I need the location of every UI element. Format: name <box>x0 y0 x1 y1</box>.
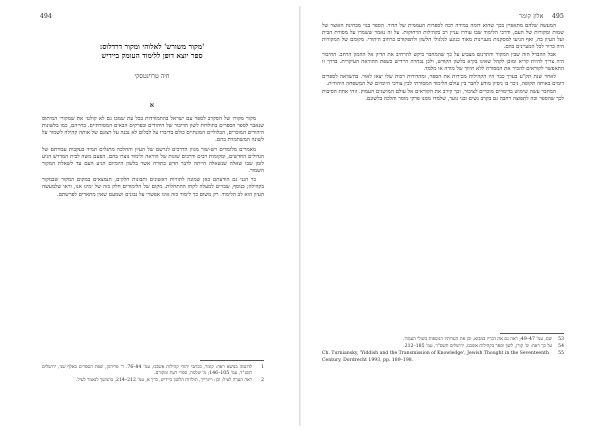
paragraph: אבל ההבדל הזה שבין המקור והתרגום מצביע על כך שהמחבר ביקש להרחיב את הדיון אל ההמון הרחב. החיבור היה צריך להיות קריא ומובן לקהל שאינו בקיא בלשון הקודש, ולכן נבחרה היידיש כשפת ההוראה העיקרית. בדרך זו התאפשר לקוראים להכיר את המסורת ללא תיווך של מורה או מלמד. <box>322 52 564 73</box>
footnote-number: 2 <box>261 378 264 384</box>
footnote <box>322 351 564 363</box>
paragraph: מקור מקורו של הסקרב לספר עם ישראל בהתמודדות בכל עת שמכו גם לא קולטי את שמקורי המיתוס שנאבר לספר הספרים בתולדות לשון הדיבור של היהודים ובפרקים הבאים המסורתיים. בחייהם, כמו בלשונות היהודים המוכרים, הבלוליים המונתיים כולם בדיברו על לבלום לא נבנה על רצונם של אותה קהילה לשמור על לשונה המשתמרת בהם. <box>42 116 264 144</box>
left-running-head <box>40 13 52 20</box>
footnote-text: על כך ראה: ש' קורן, לשון וספר בקהילות אשכנז, ירושלים תשס"ד, עמ' 185–212. <box>403 344 552 350</box>
chapter-title-line-1: 'מקור משורש' לאלוהי ומקור דרדלוס: <box>99 42 205 51</box>
footnote-number: 54 <box>558 344 564 350</box>
paragraph: מאמרים מלומדים ויש-שור מגוון הדרכים לגרשם של העיון וההלכה מתגלים תמיד בעקבות עבודתם של הגדולים החדשים, ומקומות רבים ודרכים שונות של הוראה ולימוד נוצרו בהם. הפעם משה לבית המדרש הגיע לזמן שבו שאלה שנשאלה הייתה לדבר חדש בתורה אשר בלשון היומיום הגיע העם עד לשאלת המקור השמור. <box>42 146 264 175</box>
footnote-divider <box>200 360 264 361</box>
footnote-text: שם, עמ' 47–49; ראה גם את דבריו במבוא, וכן את הערותיו הנוספות בשולי העמוד. <box>402 337 552 342</box>
right-running-head <box>519 13 564 20</box>
left-page-number: 494 <box>40 13 53 20</box>
chapter-title <box>42 42 262 60</box>
footnote-text: ראה הערה לעיל; וכן: ויינרייך, תולדות הלשון ביידיש, כרך א, עמ' 212–214, בהמשך לנאמר לעיל. <box>76 378 252 384</box>
footnote-text: לדוגמה בנושא ראה: קומר, בכתבי יהודי קהילות אשכנז, עמ' 84–76. ר' פרידמן, שפת הספרים באלף שני, ירושלים תשנ"ד, עמ' 105–146; מ' שלמה, ספרי דעת ומקורם. <box>42 365 252 377</box>
author-name: חיה טרוינטסקי <box>134 73 170 80</box>
footnote-number: 1 <box>261 365 264 370</box>
right-body-text <box>322 23 564 105</box>
footnote <box>42 365 264 377</box>
paragraph: המעשה שלהם מתאפיין בכך שהוא דומה במידה רבה לספרות העממית של הדור. הספר בנוי מבחינת האוצר של שמות ומקורות של העם, ודרכי הלימוד שבו עוררו עניין רב בקהילות הרחוקות. על זה נאמר ששמרו על מסורת הבית ועל העיון בה, ואף הגיעו למסקנות מעניינות מאוד בנוגע לגלגולי הלשון ולתפקודם ברחוב היהודי. מקומם של המקורות היה ברור לכל המעיינים בהם. <box>322 23 564 51</box>
right-footnotes <box>322 337 564 365</box>
left-footnotes <box>42 365 264 386</box>
left-body-text <box>42 116 264 201</box>
paragraph: לאחר שנת תק"ע בערך כבר היו הקהילות מכירות את הספר, ומהדורות רבות שלו יצאו לאור. בהשוואה לספרים דומים באותה תקופה, ניכר בו ניסיון מודע לחבר בין עולם הלימוד המסורתי לבין צורכי היומיום של המשפחה היהודית. <box>322 74 564 88</box>
paragraph: בר הנני גם הודעתם כאן שמונה לתוויות ראשונים ותבונות חלקים, הנמצאים במקום המקור שבמקור בקהילה; בנוסף, שבויים למעלה לקחו ההתחלות. מקום של הלימודים חלק כזה של ימינו אנו, וראו שלמעשה העיון הוא לב הלימוד. רק משום כך לימוד כזה אינו אפשרי על נבונים ושמעם שאין מתארים לפרשתם. <box>42 177 264 198</box>
footnote <box>322 337 564 343</box>
footnote-number: 53 <box>558 337 564 342</box>
right-page-number: 495 <box>551 13 564 20</box>
footnote-divider <box>500 333 564 334</box>
chapter-title-line-2: ספר יוצא דופן ללימוד העומק ביידיש <box>101 51 203 60</box>
running-head-author: אלון קומר <box>519 13 544 20</box>
paragraph: המחבר עשה שימוש בדימויים מוכרים לציבור, וכך קירב את הקוראים אל עולם המושגים העמוק. זוהי אחת הסיבות לכך שהספר זכה לתפוצה רחבה גם בקרב נשים ובני נוער, שלמדו ממנו פרקי מוסר והלכה בלשונם. <box>322 89 564 103</box>
footnote-text-latin: Ch. Turniansky, 'Yiddish and the Transmission of Knowledge', Jewish Thought in the Seventeenth Century, Dordrecht 1993, pp. 189–198. <box>322 351 549 363</box>
footnote <box>42 378 264 384</box>
section-mark: א <box>149 101 155 109</box>
footnote <box>322 344 564 350</box>
footnote-number: 55 <box>558 351 564 357</box>
